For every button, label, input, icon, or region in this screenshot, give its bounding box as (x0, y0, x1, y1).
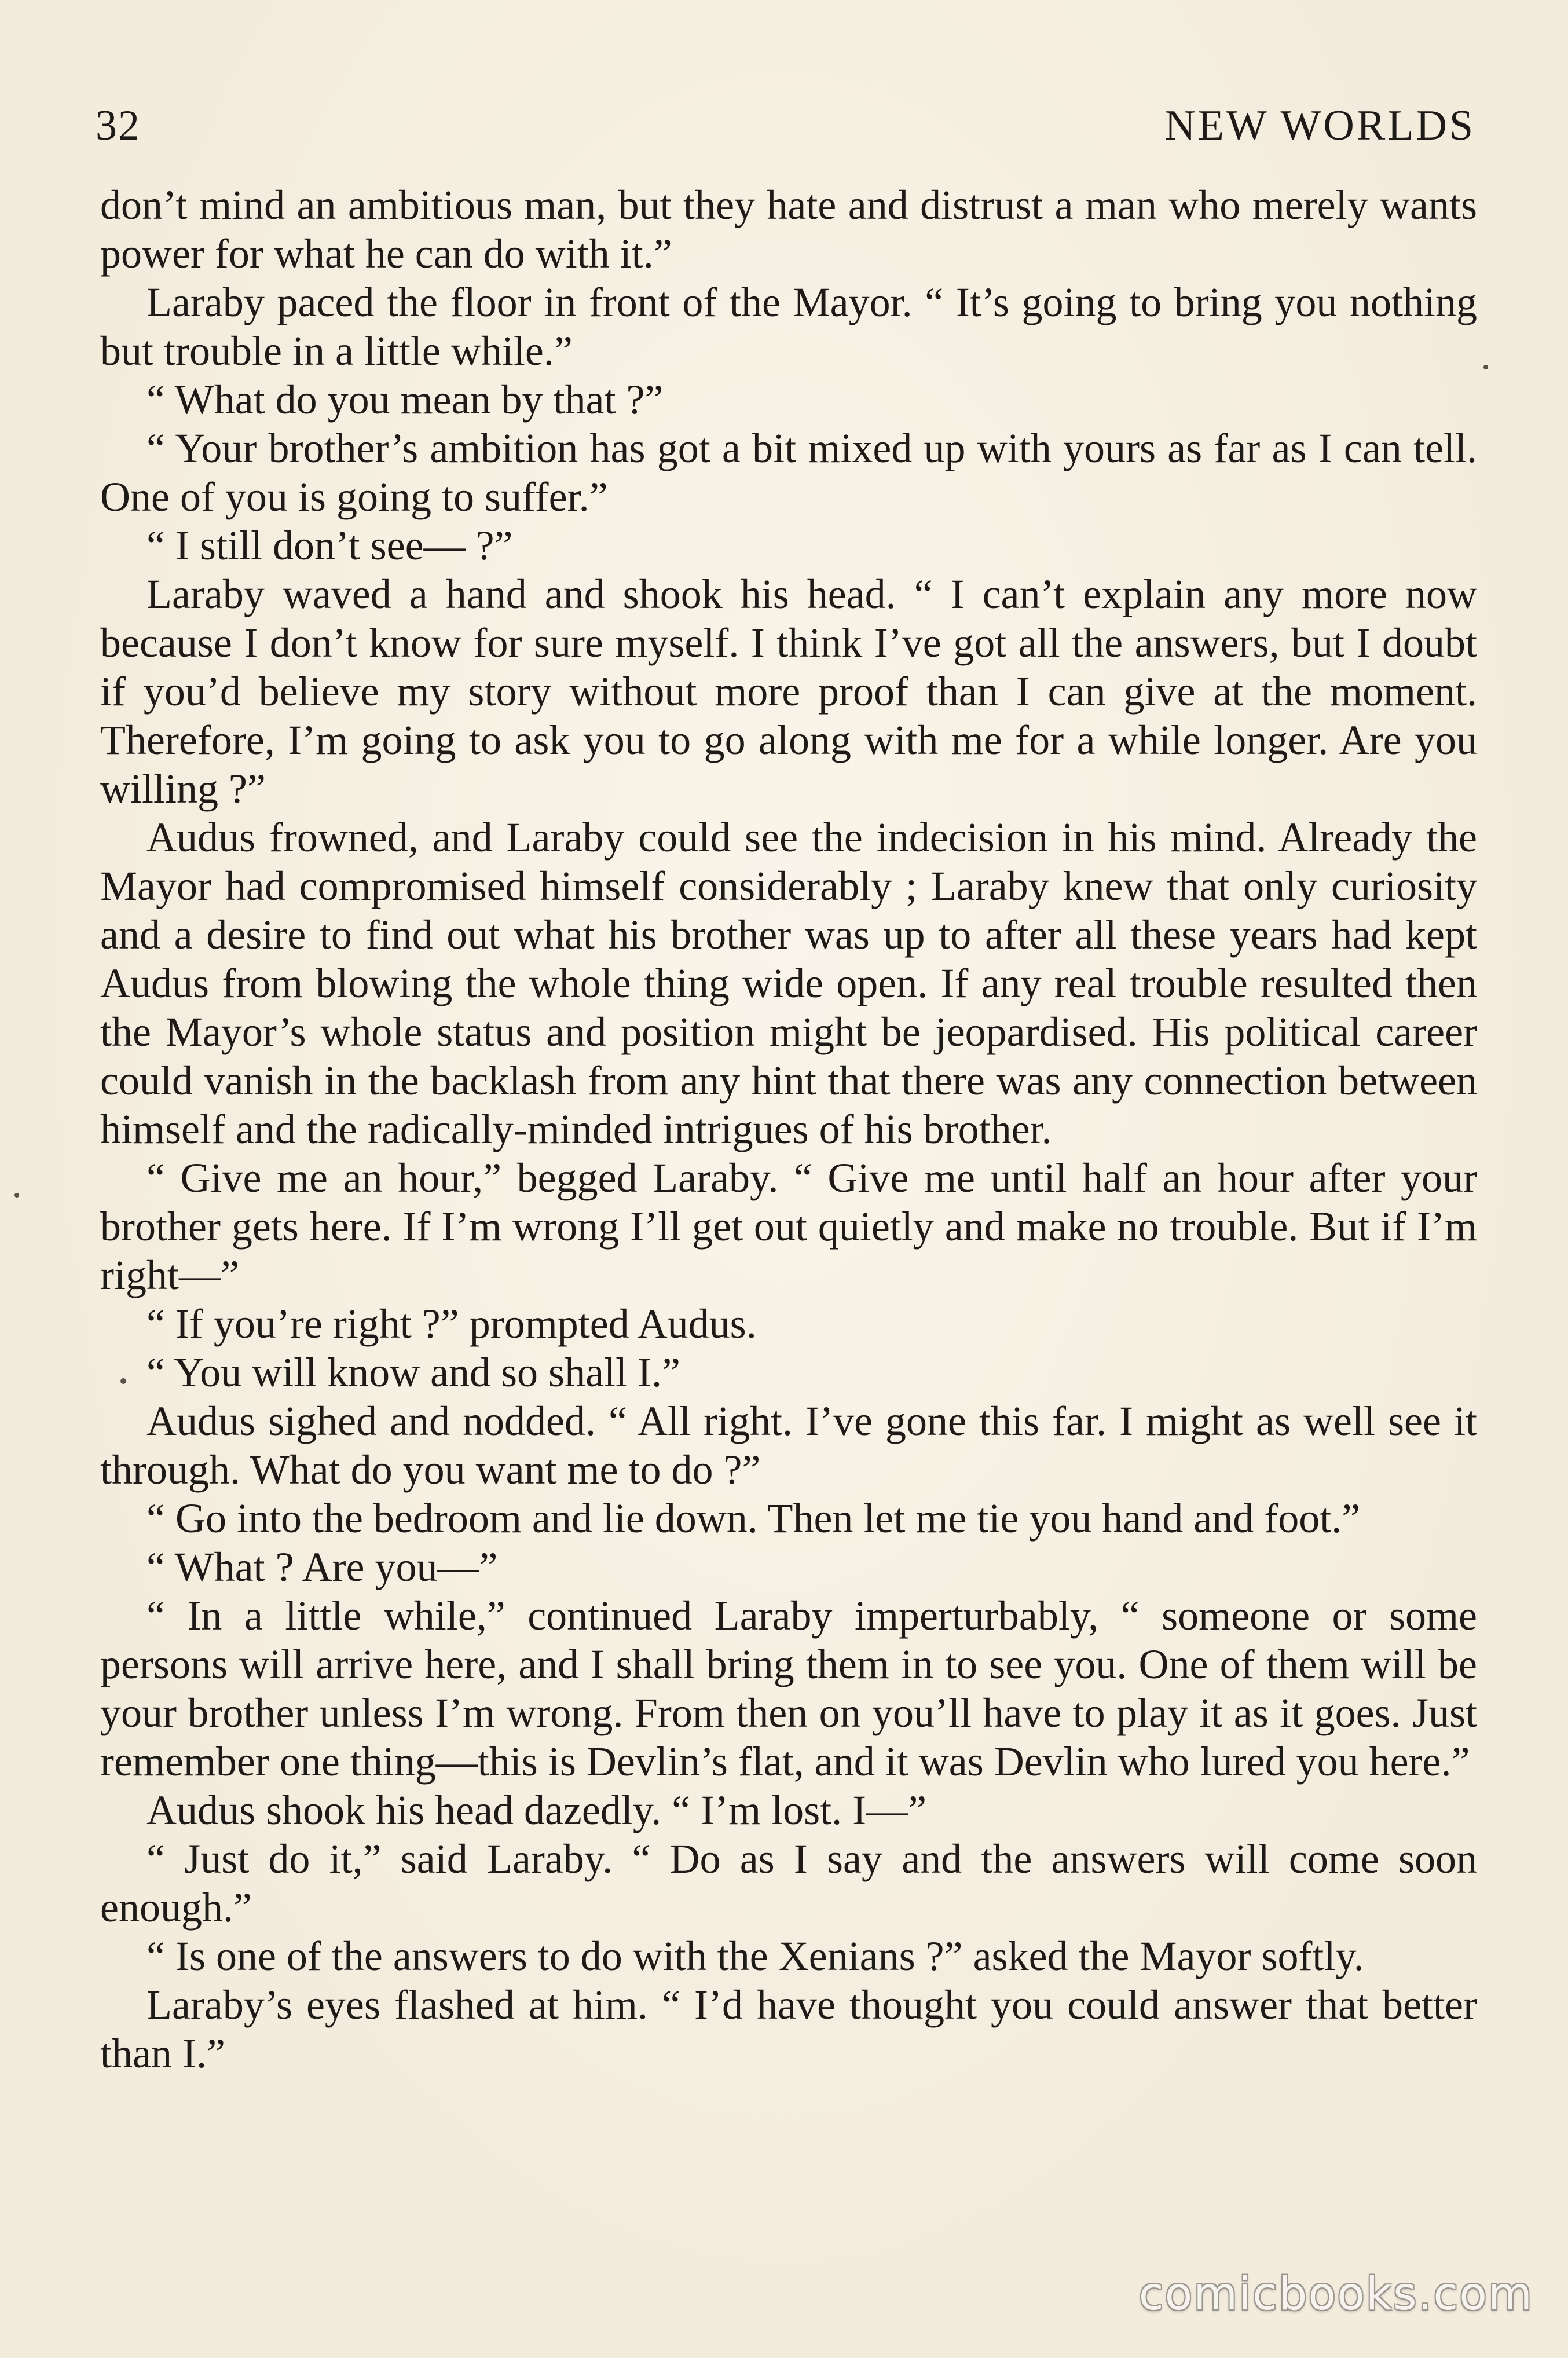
paragraph: “ What ? Are you—” (146, 1544, 498, 1590)
paragraph: “ Go into the bedroom and lie down. Then let me tie you hand and foot.” (146, 1495, 1361, 1542)
running-head (96, 87, 1475, 151)
paragraph: “ In a little while,” continued Laraby imperturbably, “ someone or some persons will arrive here, and I shall bring them in to see you. One of them will be your brother unless I’m wrong. From then on you’ll have to play it as it goes. Just remember one thing—this is Devlin’s flat, and it was Devlin who lured you here.” (100, 1592, 1477, 1785)
paragraph: “ Your brother’s ambition has got a bit mixed up with yours as far as I can tell. One of you is going to suffer.” (100, 425, 1477, 520)
running-title: NEW WORLDS (1164, 102, 1475, 149)
watermark: comicbooks.com (1138, 2268, 1533, 2320)
paper-speck (14, 1193, 19, 1198)
paper-speck (1483, 365, 1488, 369)
paragraph: don’t mind an ambitious man, but they hate and distrust a man who merely wants power for what he can do with it.” (100, 182, 1477, 277)
paragraph: “ I still don’t see— ?” (146, 522, 513, 569)
paragraph: “ If you’re right ?” prompted Audus. (146, 1301, 757, 1347)
page-number: 32 (96, 102, 141, 149)
paragraph: Laraby waved a hand and shook his head. “ I can’t explain any more now because I don’t know for sure myself. I think I’ve got all the answers, but I doubt if you’d believe my story without more proof than I can give at the moment. Therefore, I’m going to ask you to go along with me for a while longer. Are you willing ?” (100, 571, 1477, 812)
paragraph: “ You will know and so shall I.” (146, 1349, 680, 1396)
paragraph: “ Is one of the answers to do with the Xenians ?” asked the Mayor softly. (146, 1933, 1364, 1979)
paper-speck (120, 1378, 126, 1384)
paragraph: Laraby paced the floor in front of the Mayor. “ It’s going to bring you nothing but trouble in a little while.” (100, 279, 1477, 374)
paragraph: Laraby’s eyes flashed at him. “ I’d have thought you could answer that better than I.” (100, 1982, 1477, 2077)
paragraph: “ Give me an hour,” begged Laraby. “ Give me until half an hour after your brother gets here. If I’m wrong I’ll get out quietly and make no trouble. But if I’m right—” (100, 1155, 1477, 1298)
paragraph: Audus shook his head dazedly. “ I’m lost. I—” (146, 1787, 927, 1833)
body-text (100, 181, 1477, 2078)
paragraph: “ Just do it,” said Laraby. “ Do as I say and the answers will come soon enough.” (100, 1836, 1477, 1931)
paragraph: “ What do you mean by that ?” (146, 376, 664, 423)
paragraph: Audus frowned, and Laraby could see the indecision in his mind. Already the Mayor had compromised himself considerably ; Laraby knew that only curiosity and a desire to find out what his brother was up to after all these years had kept Audus from blowing the whole thing wide open. If any real trouble resulted then the Mayor’s whole status and position might be jeopardised. His political career could vanish in the backlash from any hint that there was any connection between himself and the radically-minded intrigues of his brother. (100, 814, 1477, 1152)
paragraph: Audus sighed and nodded. “ All right. I’ve gone this far. I might as well see it through. What do you want me to do ?” (100, 1398, 1477, 1493)
